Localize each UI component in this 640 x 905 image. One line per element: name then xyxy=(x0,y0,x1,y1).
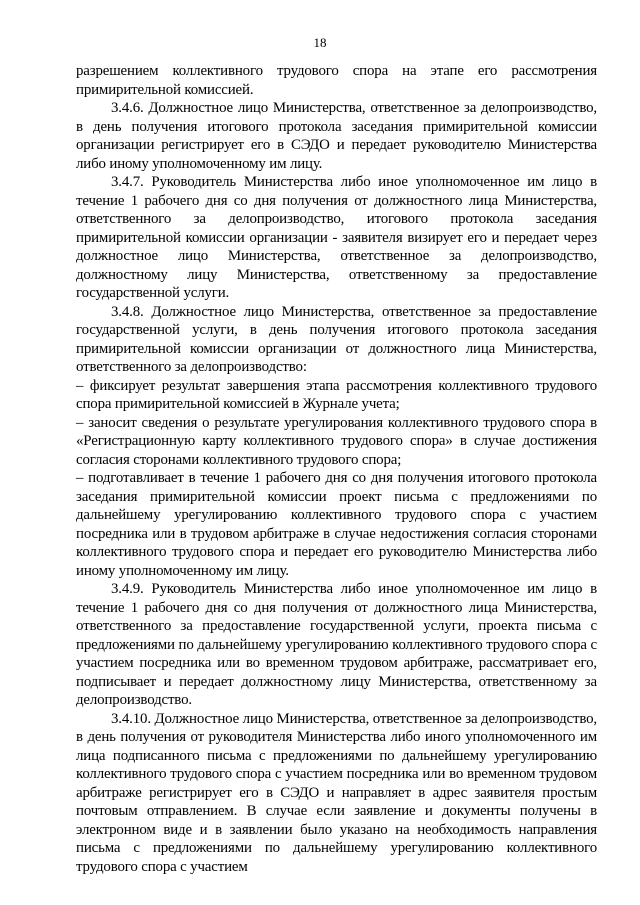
paragraph-continuation: разрешением коллективного трудового спора на этапе его рассмотрения примирительной комиссией. xyxy=(76,63,597,98)
page-number: 18 xyxy=(313,35,327,50)
list-item-prepare-letter: – подготавливает в течение 1 рабочего дня со дня получения итогового протокола заседания примирительной комиссии проект письма с предложениями по дальнейшему урегулированию коллективного трудового спора с участием посредника или в трудовом арбитраже в случае недостижения согласия сторонами коллективного трудового спора и передает его руководителю Министерства либо иному уполномоченному им лицу. xyxy=(76,470,597,579)
list-item-enter-info: – заносит сведения о результате урегулирования коллективного трудового спора в «Регистрационную карту коллективного трудового спора» в случае достижения согласия сторонами коллективного трудового спора; xyxy=(76,414,597,468)
paragraph-3-4-10: 3.4.10. Должностное лицо Министерства, ответственное за делопроизводство, в день получения от руководителя Министерства либо иного уполномоченного им лица подписанного письма с предложениями по дальнейшему урегулированию коллективного трудового спора с участием посредника или во временном трудовом арбитраже регистрирует его в СЭДО и направляет в адрес заявителя простым почтовым отправлением. В случае если заявление и документы получены в электронном виде и в заявлении было указано на необходимость направления письма с предложениями по дальнейшему урегулированию коллективного трудового спора с участием xyxy=(76,710,597,875)
document-body xyxy=(76,62,597,876)
list-item-record-result: – фиксирует результат завершения этапа рассмотрения коллективного трудового спора примирительной комиссией в Журнале учета; xyxy=(76,377,597,412)
paragraph-3-4-6: 3.4.6. Должностное лицо Министерства, ответственное за делопроизводство, в день получения итогового протокола заседания примирительной комиссии организации регистрирует его в СЭДО и передает руководителю Министерства либо иному уполномоченному им лицу. xyxy=(76,100,597,172)
paragraph-3-4-9: 3.4.9. Руководитель Министерства либо иное уполномоченное им лицо в течение 1 рабочего дня со дня получения от должностного лица Министерства, ответственного за предоставление государственной услуги, проекта письма с предложениями по дальнейшему урегулированию коллективного трудового спора с участием посредника или во временном трудовом арбитраже, рассматривает его, подписывает и передает должностному лицу Министерства, ответственному за делопроизводство. xyxy=(76,581,597,708)
paragraph-3-4-8: 3.4.8. Должностное лицо Министерства, ответственное за предоставление государственной услуги, в день получения итогового протокола заседания примирительной комиссии организации от должностного лица Министерства, ответственного за делопроизводство: xyxy=(76,303,597,375)
paragraph-3-4-7: 3.4.7. Руководитель Министерства либо иное уполномоченное им лицо в течение 1 рабочего дня со дня получения от должностного лица Министерства, ответственного за делопроизводство, итогового протокола заседания примирительной комиссии организации - заявителя визирует его и передает через должностное лицо Министерства, ответственное за делопроизводство, должностному лицу Министерства, ответственному за предоставление государственной услуги. xyxy=(76,174,597,301)
